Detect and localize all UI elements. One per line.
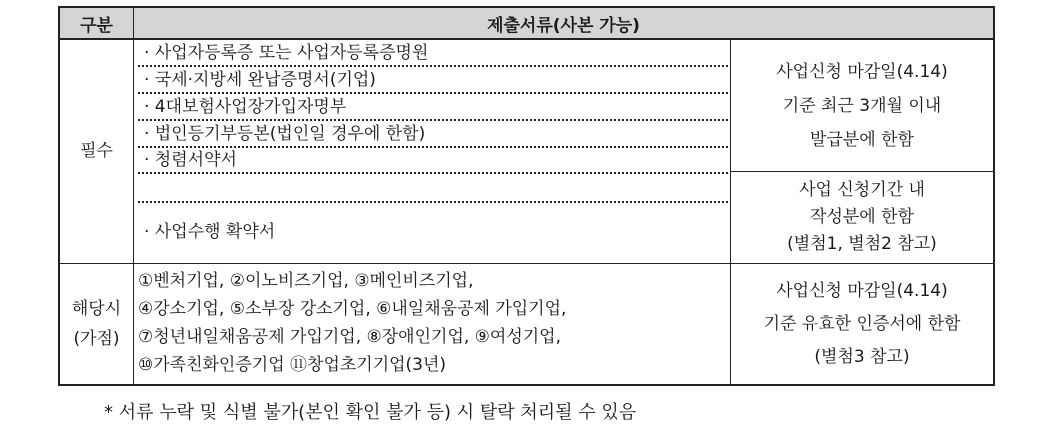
required-note-issue-period bbox=[731, 40, 993, 171]
doc-item: · 사업수행 확약서 bbox=[144, 222, 276, 242]
doc-item: · 4대보험사업장가입자명부 bbox=[144, 97, 347, 117]
bonus-note bbox=[731, 264, 993, 384]
note-line: 사업신청 마감일(4.14) bbox=[776, 280, 948, 301]
note-line: (별첨3 참고) bbox=[814, 346, 910, 367]
bonus-list bbox=[138, 267, 566, 379]
doc-item: · 청렴서약서 bbox=[144, 150, 237, 170]
note-line: 사업 신청기간 내 bbox=[799, 180, 925, 200]
bonus-line: ⑩가족친화인증기업 ⑪창업초기기업(3년) bbox=[138, 355, 447, 375]
note-line: 기준 유효한 인증서에 한함 bbox=[763, 313, 961, 334]
note-line: 사업신청 마감일(4.14) bbox=[776, 61, 948, 82]
required-note-written-period bbox=[731, 172, 993, 263]
bonus-line: ①벤처기업, ②이노비즈기업, ③메인비즈기업, bbox=[138, 271, 474, 291]
bonus-label: 해당시 bbox=[71, 299, 122, 319]
note-line: 발급분에 한함 bbox=[810, 129, 914, 150]
row-label-required bbox=[60, 40, 133, 263]
header-category: 구분 bbox=[60, 8, 134, 38]
footnote: * 서류 누락 및 식별 불가(본인 확인 불가 등) 시 탈락 처리될 수 있음 bbox=[104, 402, 637, 423]
note-line: 작성분에 한함 bbox=[810, 207, 914, 227]
row-label-bonus bbox=[60, 264, 133, 384]
document-table bbox=[58, 6, 995, 386]
doc-item: · 사업자등록증 또는 사업자등록증명원 bbox=[144, 43, 429, 63]
doc-item: · 국세·지방세 완납증명서(기업) bbox=[144, 70, 376, 90]
required-label: 필수 bbox=[80, 141, 113, 161]
doc-item: · 법인등기부등본(법인일 경우에 한함) bbox=[144, 124, 426, 144]
header-documents: 제출서류(사본 가능) bbox=[487, 15, 640, 36]
table-header bbox=[60, 8, 993, 40]
note-line: 기준 최근 3개월 이내 bbox=[782, 95, 942, 116]
bonus-label: (가점) bbox=[73, 329, 120, 349]
bonus-line: ④강소기업, ⑤소부장 강소기업, ⑥내일채움공제 가입기업, bbox=[138, 299, 567, 319]
divider bbox=[133, 40, 134, 384]
bonus-line: ⑦청년내일채움공제 가입기업, ⑧장애인기업, ⑨여성기업, bbox=[138, 327, 562, 347]
dotted-divider bbox=[138, 201, 728, 203]
note-line: (별첨1, 별첨2 참고) bbox=[787, 234, 937, 254]
